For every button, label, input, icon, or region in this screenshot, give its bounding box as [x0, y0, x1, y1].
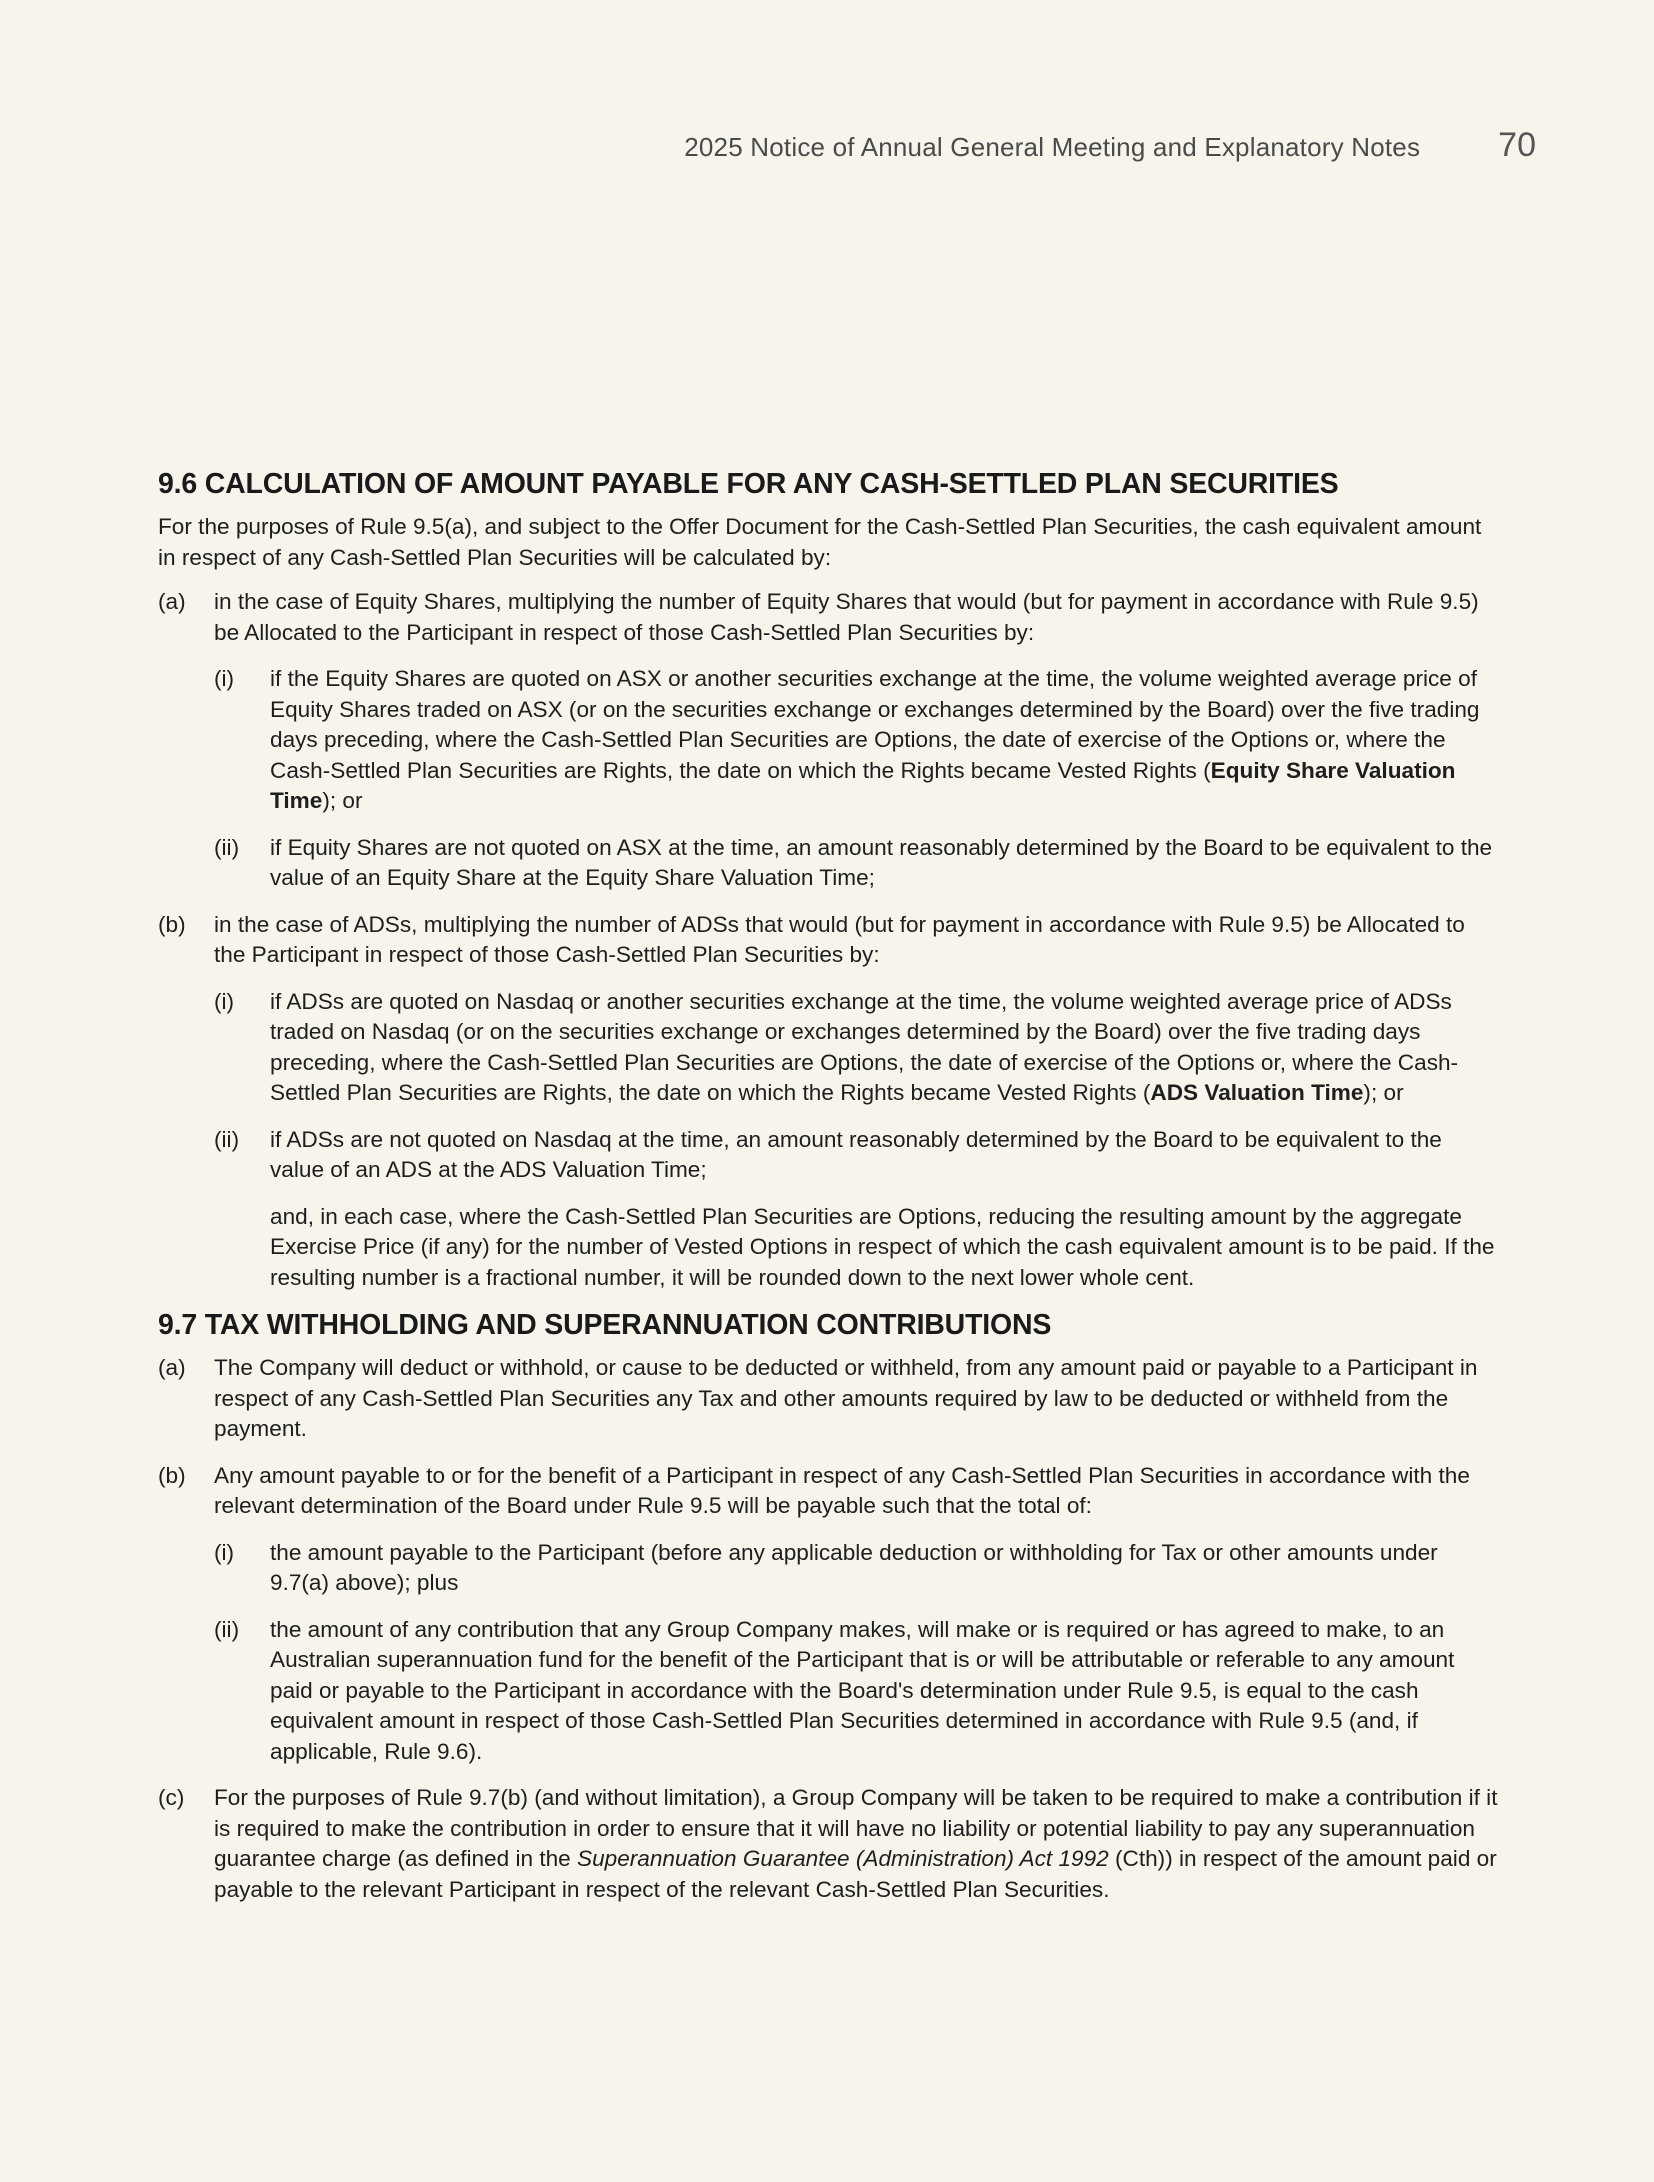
clause-9-6-b-closing: and, in each case, where the Cash-Settled Plan Securities are Options, reducing the resulting amount by the aggregate Exercise Price (if any) for the number of Vested Options in respect of which the cash equivalent amount is to be paid. If the resulting number is a fractional number, it will be rounded down to the next lower whole cent. [270, 1203, 1495, 1290]
clause-label: (a) [158, 589, 186, 614]
running-header [684, 126, 1536, 165]
clause-label: (i) [214, 666, 235, 691]
clause-text: in the case of ADSs, multiplying the number of ADSs that would (but for payment in accordance with Rule 9.5) be Allocated to the Participant in respect of those Cash-Settled Plan Securities by: [214, 911, 1465, 967]
clause-text: Any amount payable to or for the benefit of a Participant in respect of any Cash-Settled Plan Securities in accordance with the relevant determination of the Board under Rule 9.5 will be payable such that the total of: [214, 1462, 1470, 1518]
clause-text: the amount payable to the Participant (before any applicable deduction or withholding for Tax or other amounts under 9.7(a) above); plus [270, 1539, 1438, 1595]
clause-9-7-c [158, 1783, 1498, 1905]
clause-9-7-b [158, 1461, 1498, 1522]
clause-label: (c) [158, 1785, 185, 1810]
defined-term: ADS Valuation Time [1150, 1080, 1364, 1105]
section-9-7-heading: 9.7 TAX WITHHOLDING AND SUPERANNUATION CONTRIBUTIONS [158, 1309, 1052, 1341]
clause-text: if ADSs are not quoted on Nasdaq at the time, an amount reasonably determined by the Board to be equivalent to the value of an ADS at the ADS Valuation Time; [270, 1126, 1442, 1182]
main-content [158, 466, 1498, 1921]
clause-9-6-a [158, 587, 1498, 648]
clause-9-6-b-i [214, 987, 1498, 1109]
clause-9-6-a-ii [214, 833, 1498, 894]
clause-label: (b) [158, 911, 186, 937]
clause-label: (i) [214, 988, 235, 1014]
page-number: 70 [1498, 126, 1536, 164]
clause-label: (ii) [214, 1616, 240, 1642]
clause-9-7-b-i [214, 1538, 1498, 1599]
clause-text: For the purposes of Rule 9.7(b) (and without limitation), a Group Company will be taken to be required to make a contribution if it is required to make the contribution in order to ensure that it will have no liability or potential liability to pay any superannuation guarantee charge (as defined in the Superannuation Guarantee (Administration) Act 1992 (Cth)) in respect of the amount paid or payable to the relevant Participant in respect of the relevant Cash-Settled Plan Securities. [214, 1785, 1498, 1902]
clause-label: (ii) [214, 834, 240, 860]
clause-9-6-a-i [214, 664, 1498, 817]
clause-text: if the Equity Shares are quoted on ASX or another securities exchange at the time, the volume weighted average price of Equity Shares traded on ASX (or on the securities exchange or exchanges determined by the Board) over the five trading days preceding, where the Cash-Settled Plan Securities are Options, the date of exercise of the Options or, where the Cash-Settled Plan Securities are Rights, the date on which the Rights became Vested Rights (Equity Share Valuation Time); or [270, 666, 1480, 813]
clause-label: (ii) [214, 1126, 240, 1152]
clause-9-7-a [158, 1353, 1498, 1445]
clause-9-7-b-ii [214, 1615, 1498, 1768]
clause-text: if ADSs are quoted on Nasdaq or another securities exchange at the time, the volume weighted average price of ADSs traded on Nasdaq (or on the securities exchange or exchanges determined by the Board) over the five trading days preceding, where the Cash-Settled Plan Securities are Options, the date of exercise of the Options or, where the Cash-Settled Plan Securities are Rights, the date on which the Rights became Vested Rights (ADS Valuation Time); or [270, 988, 1459, 1105]
clause-label: (i) [214, 1539, 235, 1565]
clause-text: in the case of Equity Shares, multiplying the number of Equity Shares that would (but for payment in accordance with Rule 9.5) be Allocated to the Participant in respect of those Cash-Settled Plan Securities by: [214, 589, 1479, 645]
clause-text: the amount of any contribution that any Group Company makes, will make or is required or has agreed to make, to an Australian superannuation fund for the benefit of the Participant that is or will be attributable or referable to any amount paid or payable to the Participant in accordance with the Board's determination under Rule 9.5, is equal to the cash equivalent amount in respect of those Cash-Settled Plan Securities determined in accordance with Rule 9.5 (and, if applicable, Rule 9.6). [270, 1616, 1455, 1764]
clause-text: The Company will deduct or withhold, or cause to be deducted or withheld, from any amount paid or payable to a Participant in respect of any Cash-Settled Plan Securities any Tax and other amounts required by law to be deducted or withheld from the payment. [214, 1355, 1478, 1441]
defined-term: Equity Share Valuation Time [270, 757, 1456, 813]
section-9-6-heading: 9.6 CALCULATION OF AMOUNT PAYABLE FOR ANY CASH-SETTLED PLAN SECURITIES [158, 468, 1339, 500]
clause-label: (b) [158, 1462, 186, 1488]
clause-text: if Equity Shares are not quoted on ASX at the time, an amount reasonably determined by the Board to be equivalent to the value of an Equity Share at the Equity Share Valuation Time; [270, 834, 1493, 890]
clause-9-6-b [158, 910, 1498, 971]
statute-title: Superannuation Guarantee (Administration) Act 1992 [577, 1846, 1109, 1871]
clause-label: (a) [158, 1355, 186, 1380]
header-title: 2025 Notice of Annual General Meeting and Explanatory Notes [684, 132, 1421, 162]
clause-9-6-b-ii [214, 1125, 1498, 1186]
section-9-6-intro: For the purposes of Rule 9.5(a), and subject to the Offer Document for the Cash-Settled Plan Securities, the cash equivalent amount in respect of any Cash-Settled Plan Securities will be calculated by: [158, 514, 1482, 570]
